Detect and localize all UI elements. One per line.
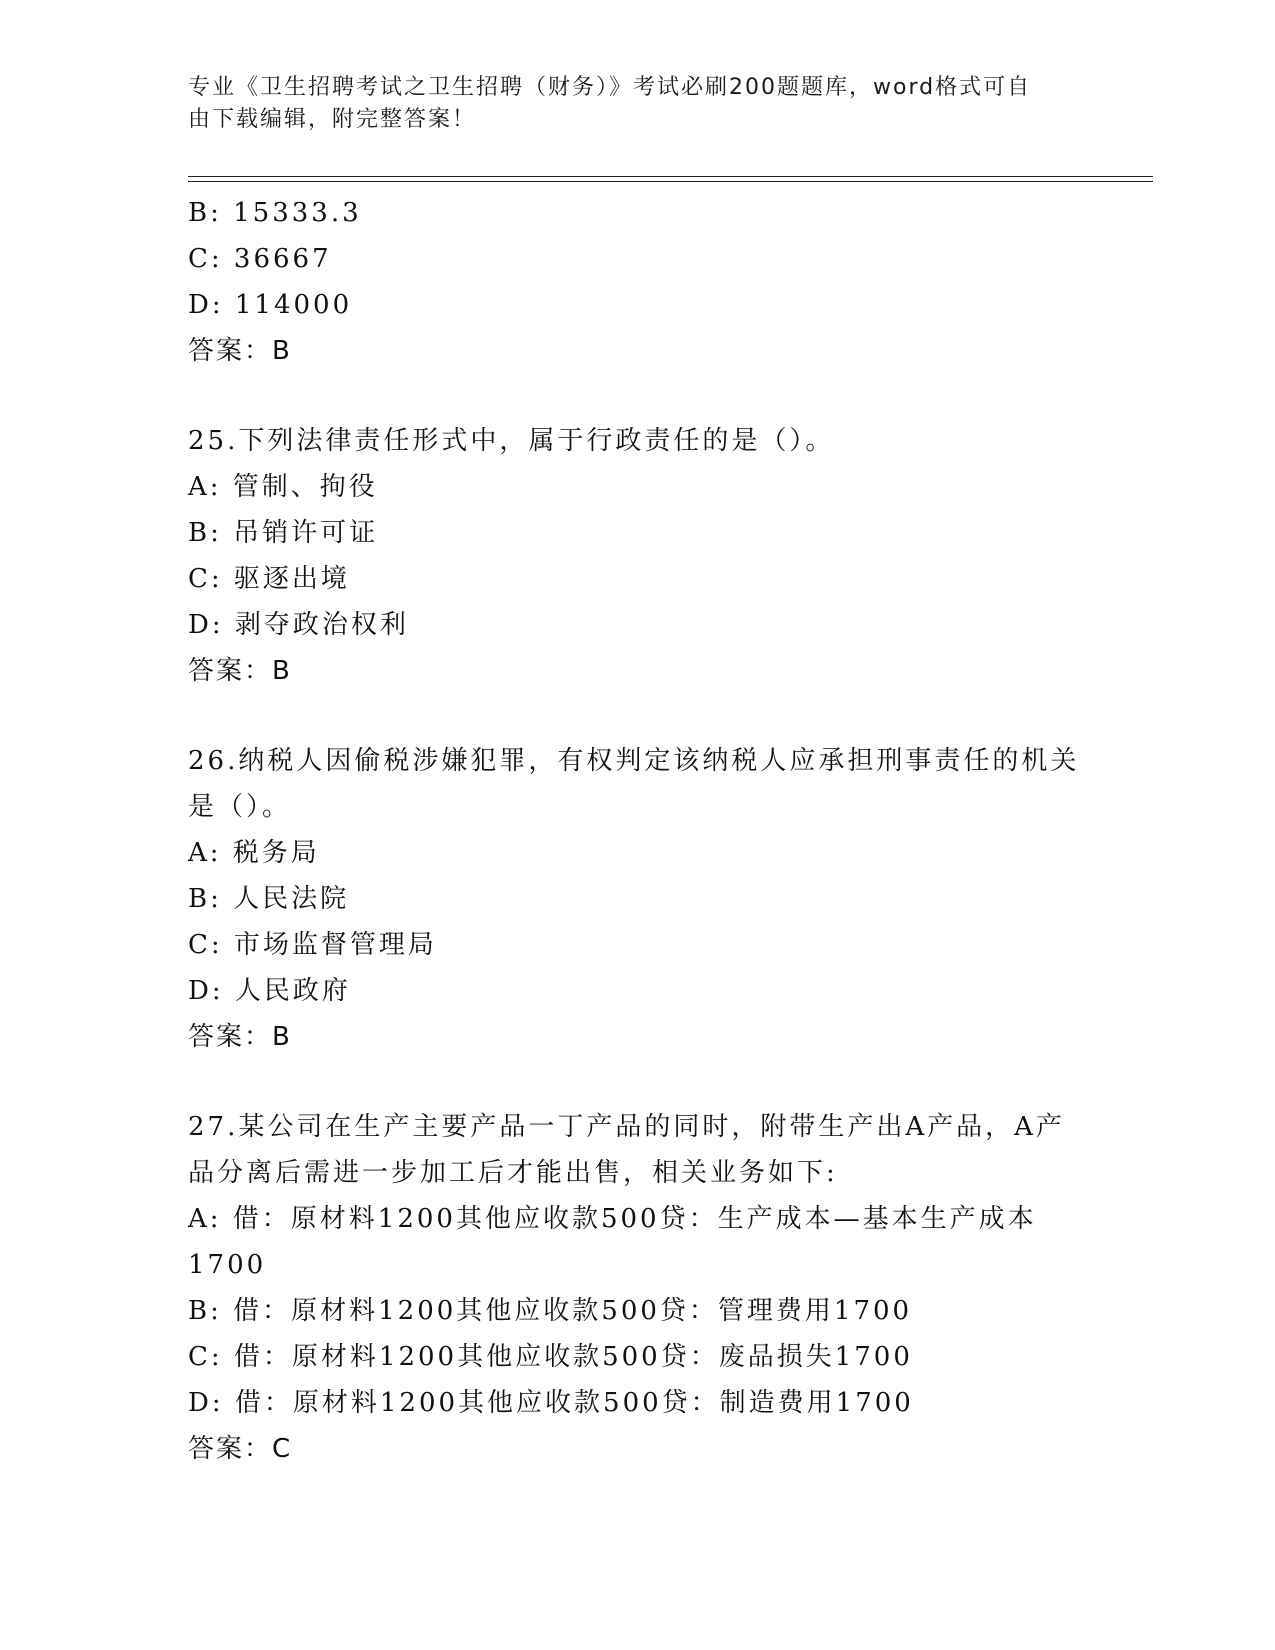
header-divider-bottom: [188, 181, 1153, 182]
answer-label: 答案：B: [188, 336, 292, 366]
option-a: A: 借：原材料1200其他应收款500贷：生产成本—基本生产成本: [188, 1204, 1037, 1234]
header-line-2: 由下载编辑，附完整答案！: [188, 107, 477, 132]
option-b: B: 借：原材料1200其他应收款500贷：管理费用1700: [188, 1296, 913, 1326]
option-b: B: 15333.3: [188, 198, 362, 228]
header-divider-top: [188, 176, 1153, 177]
option-d: D: 剥夺政治权利: [188, 610, 409, 640]
option-a-continued: 1700: [188, 1250, 267, 1280]
answer-label: 答案：B: [188, 1022, 292, 1052]
option-c: C: 借：原材料1200其他应收款500贷：废品损失1700: [188, 1342, 913, 1372]
answer-label: 答案：C: [188, 1434, 293, 1464]
option-d: D: 114000: [188, 290, 353, 320]
option-c: C: 36667: [188, 244, 332, 274]
document-body: [188, 190, 1088, 1472]
header-line-1: 专业《卫生招聘考试之卫生招聘（财务）》考试必刷200题题库，word格式可自: [188, 75, 1032, 100]
spacer: [188, 374, 1088, 418]
option-a: A: 税务局: [188, 838, 320, 868]
option-a: A: 管制、拘役: [188, 472, 378, 502]
option-b: B: 人民法院: [188, 884, 350, 914]
answer-label: 答案：B: [188, 656, 292, 686]
option-c: C: 驱逐出境: [188, 564, 350, 594]
question-27: [188, 1104, 1088, 1472]
question-stem-line-2: 是（）。: [188, 792, 292, 822]
question-stem-line-2: 品分离后需进一步加工后才能出售，相关业务如下:: [188, 1158, 838, 1188]
question-25: [188, 418, 1088, 694]
spacer: [188, 1060, 1088, 1104]
option-c: C: 市场监督管理局: [188, 930, 437, 960]
option-b: B: 吊销许可证: [188, 518, 379, 548]
question-stem-line-1: 27.某公司在生产主要产品一丁产品的同时，附带生产出A产品，A产: [188, 1112, 1065, 1142]
question-26: [188, 738, 1088, 1060]
document-header: [188, 72, 1068, 136]
option-d: D: 人民政府: [188, 976, 351, 1006]
question-stem: 25.下列法律责任形式中，属于行政责任的是（）。: [188, 426, 835, 456]
option-d: D: 借：原材料1200其他应收款500贷：制造费用1700: [188, 1388, 914, 1418]
question-24-continued: [188, 190, 1088, 374]
question-stem-line-1: 26.纳税人因偷税涉嫌犯罪，有权判定该纳税人应承担刑事责任的机关: [188, 746, 1080, 776]
spacer: [188, 694, 1088, 738]
